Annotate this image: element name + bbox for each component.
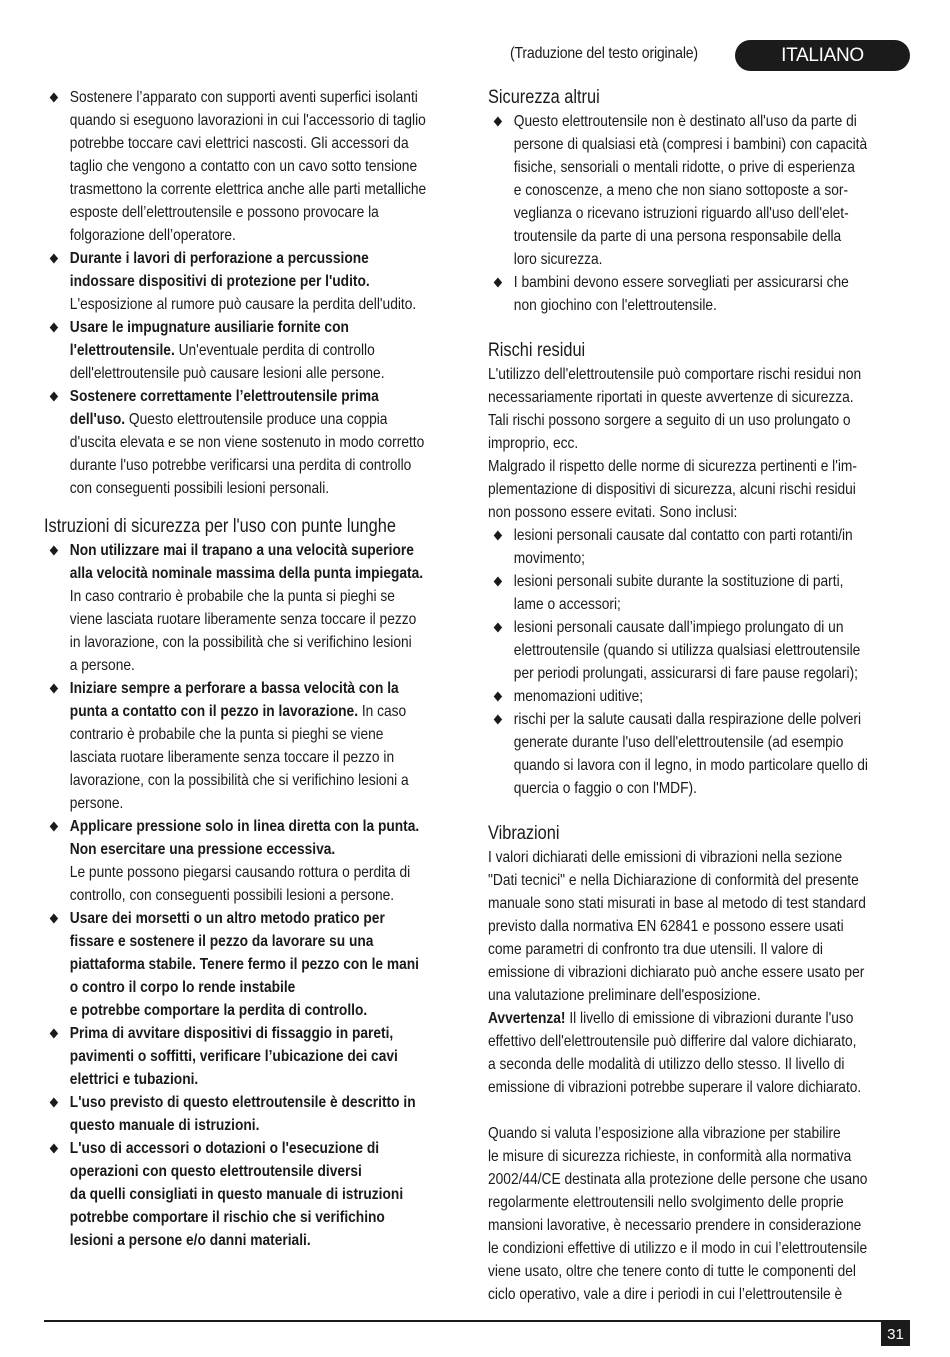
diamond-bullet-icon: [50, 546, 59, 556]
text-line: [70, 815, 474, 838]
bold-text: Durante i lavori di perforazione a percussione: [69, 250, 369, 267]
text-line: [70, 585, 474, 608]
text-line: [488, 386, 918, 409]
text-line: [488, 432, 918, 455]
language-badge: ITALIANO: [735, 40, 910, 71]
text-line: [70, 293, 474, 316]
text-segment: mansioni lavorative, è necessario prendere in considerazione: [488, 1217, 862, 1234]
text-line: [488, 1145, 918, 1168]
text-line: [70, 700, 474, 723]
text-segment: effettivo dell'elettroutensile può differire dal valore dichiarato,: [488, 1033, 857, 1050]
text-line: [70, 247, 474, 270]
text-line: [514, 570, 918, 593]
text-segment: plementazione di dispositivi di sicurezza, alcuni rischi residui: [488, 481, 856, 498]
text-line: [488, 869, 918, 892]
text-segment: lame o accessori;: [513, 596, 621, 613]
bullet-item: [44, 907, 474, 1022]
bold-text: dell'uso.: [69, 411, 126, 428]
bullet-item: [44, 1137, 474, 1252]
text-line: [488, 892, 918, 915]
text-segment: improprio, ecc.: [488, 435, 579, 452]
text-segment: d'uscita elevata e se non viene sostenuto in modo corretto: [69, 434, 425, 451]
text-segment: non possono essere evitati. Sono inclusi:: [488, 504, 738, 521]
text-line: [488, 1053, 918, 1076]
text-line: [70, 86, 474, 109]
text-segment: generate durante l'uso dell'elettroutensile (ad esempio: [513, 734, 844, 751]
text-line: [70, 362, 474, 385]
text-segment: quando si lavora con il legno, in modo particolare quello di: [513, 757, 868, 774]
text-line: [70, 109, 474, 132]
text-segment: e conoscenze, a meno che non siano sottoposte a sor-: [513, 182, 849, 199]
text-segment: lesioni personali subite durante la sostituzione di parti,: [513, 573, 844, 590]
section-title-rischi-residui: Rischi residui: [488, 340, 586, 361]
text-line: [514, 547, 918, 570]
text-line: [70, 1068, 474, 1091]
text-segment: con conseguenti possibili lesioni personali.: [69, 480, 330, 497]
text-line: [70, 976, 474, 999]
text-segment: quercia o faggio o con l'MDF).: [513, 780, 697, 797]
section-title-long-bits: Istruzioni di sicurezza per l'uso con punte lunghe: [44, 516, 396, 537]
diamond-bullet-icon: [50, 1144, 59, 1154]
text-segment: menomazioni uditive;: [513, 688, 644, 705]
bold-text: alla velocità nominale massima della punta impiegata.: [69, 565, 424, 582]
bullet-item: [488, 110, 918, 271]
bold-text: potrebbe comportare il rischio che si verifichino: [69, 1209, 385, 1226]
text-segment: previsto dalla normativa EN 62841 e possono essere usati: [488, 918, 844, 935]
text-line: [514, 202, 918, 225]
page-number: 31: [881, 1322, 910, 1346]
bold-text: Iniziare sempre a perforare a bassa velocità con la: [69, 680, 399, 697]
bold-text: elettrici e tubazioni.: [69, 1071, 199, 1088]
bold-text: L'uso di accessori o dotazioni o l'esecuzione di: [69, 1140, 380, 1157]
bullet-item: [488, 524, 918, 570]
text-segment: potrebbe toccare cavi elettrici nascosti. Gli accessori da: [69, 135, 409, 152]
text-line: [488, 1168, 918, 1191]
text-segment: trasmettono la corrente elettrica anche alle parti metalliche: [69, 181, 427, 198]
text-segment: le misure di sicurezza richieste, in conformità alla normativa: [488, 1148, 852, 1165]
text-line: [514, 777, 918, 800]
text-segment: quando si eseguono lavorazioni in cui l'accessorio di taglio: [69, 112, 426, 129]
text-segment: folgorazione dell’operatore.: [69, 227, 236, 244]
text-segment: "Dati tecnici" e nella Dichiarazione di conformità del presente: [488, 872, 859, 889]
text-line: [70, 454, 474, 477]
text-line: [514, 731, 918, 754]
text-segment: loro sicurezza.: [513, 251, 603, 268]
text-segment: dell'elettroutensile può causare lesioni alle persone.: [69, 365, 385, 382]
text-line: [514, 133, 918, 156]
text-segment: a persone.: [69, 657, 135, 674]
bullet-item: [488, 616, 918, 685]
text-line: [70, 723, 474, 746]
text-segment: durante l'uso potrebbe verificarsi una perdita di controllo: [69, 457, 412, 474]
diamond-bullet-icon: [50, 822, 59, 832]
text-line: [70, 431, 474, 454]
text-line: [514, 639, 918, 662]
text-segment: Le punte possono piegarsi causando rottura o perdita di: [69, 864, 411, 881]
diamond-bullet-icon: [494, 531, 503, 541]
text-line: [70, 155, 474, 178]
text-line: [70, 539, 474, 562]
text-line: [70, 562, 474, 585]
diamond-bullet-icon: [494, 715, 503, 725]
diamond-bullet-icon: [50, 914, 59, 924]
text-line: [488, 1283, 918, 1306]
text-segment: contrario è probabile che la punta si pieghi se viene: [69, 726, 384, 743]
text-line: [488, 455, 918, 478]
bullet-item: [44, 1022, 474, 1091]
text-segment: taglio che vengono a contatto con un cavo sotto tensione: [69, 158, 418, 175]
bold-text: Avvertenza!: [488, 1010, 566, 1027]
text-segment: manuale sono stati misurati in base al metodo di test standard: [488, 895, 866, 912]
text-line: [70, 838, 474, 861]
text-line: [70, 608, 474, 631]
text-line: [514, 685, 918, 708]
diamond-bullet-icon: [494, 117, 503, 127]
text-segment: controllo, con conseguenti possibili lesioni a persone.: [69, 887, 395, 904]
text-segment: persone di qualsiasi età (compresi i bambini) con capacità: [513, 136, 868, 153]
text-line: [514, 524, 918, 547]
text-segment: regolarmente elettroutensili nello svolgimento delle proprie: [488, 1194, 844, 1211]
text-segment: rischi per la salute causati dalla respirazione delle polveri: [513, 711, 862, 728]
section-title-vibrazioni: Vibrazioni: [488, 823, 560, 844]
text-segment: Un'eventuale perdita di controllo: [174, 342, 375, 359]
text-line: [70, 178, 474, 201]
text-segment: ciclo operativo, vale a dire i periodi in cui l’elettroutensile è: [488, 1286, 843, 1303]
diamond-bullet-icon: [494, 278, 503, 288]
diamond-bullet-icon: [50, 684, 59, 694]
text-segment: Il livello di emissione di vibrazioni durante l'uso: [565, 1010, 854, 1027]
text-line: [70, 631, 474, 654]
text-segment: elettroutensile (quando si utilizza qualsiasi elettroutensile: [513, 642, 861, 659]
text-segment: Malgrado il rispetto delle norme di sicurezza pertinenti e l'im-: [488, 458, 857, 475]
text-line: [488, 363, 918, 386]
text-line: [488, 1076, 918, 1099]
bold-text: e potrebbe comportare la perdita di controllo.: [69, 1002, 368, 1019]
text-line: [70, 884, 474, 907]
bold-text: fissare e sostenere il pezzo da lavorare su una: [69, 933, 374, 950]
bullet-item: [44, 86, 474, 247]
bullet-item: [44, 316, 474, 385]
text-segment: a seconda delle modalità di utilizzo dello stesso. Il livello di: [488, 1056, 845, 1073]
bullet-item: [44, 385, 474, 500]
text-segment: persone.: [69, 795, 124, 812]
text-segment: esposte dell’elettroutensile e possono provocare la: [69, 204, 379, 221]
text-line: [488, 1122, 918, 1145]
bullet-item: [488, 685, 918, 708]
text-segment: Questo elettroutensile non è destinato all'uso da parte di: [513, 113, 857, 130]
bold-text: Sostenere correttamente l’elettroutensile prima: [69, 388, 379, 405]
text-line: [70, 477, 474, 500]
bullet-item: [44, 677, 474, 815]
text-line: [514, 179, 918, 202]
text-line: [70, 1137, 474, 1160]
text-line: [488, 846, 918, 869]
bold-text: Non utilizzare mai il trapano a una velocità superiore: [69, 542, 414, 559]
sicurezza-bullets: [488, 110, 918, 317]
text-line: [70, 1183, 474, 1206]
text-line: [70, 999, 474, 1022]
text-line: [70, 1206, 474, 1229]
text-line: [514, 156, 918, 179]
page-header: [0, 40, 950, 72]
text-line: [70, 930, 474, 953]
text-line: [488, 961, 918, 984]
text-segment: lesioni personali causate dall’impiego prolungato di un: [513, 619, 844, 636]
bold-text: operazioni con questo elettroutensile diversi: [69, 1163, 362, 1180]
bold-text: Usare dei morsetti o un altro metodo pratico per: [69, 910, 385, 927]
text-segment: Tali rischi possono sorgere a seguito di un uso prolungato o: [488, 412, 851, 429]
bold-text: l'elettroutensile.: [69, 342, 175, 359]
text-segment: fisiche, sensoriali o mentali ridotte, o prive di esperienza: [513, 159, 855, 176]
text-segment: emissione di vibrazioni potrebbe superare il valore dichiarato.: [488, 1079, 862, 1096]
left-column: [44, 86, 474, 1252]
text-segment: I bambini devono essere sorvegliati per assicurarsi che: [513, 274, 849, 291]
section-title-sicurezza-altrui: Sicurezza altrui: [488, 87, 600, 108]
text-line: [70, 270, 474, 293]
text-line: [488, 1030, 918, 1053]
text-segment: veglianza o ricevano istruzioni riguardo all'uso dell'elet-: [513, 205, 849, 222]
bold-text: lesioni a persone e/o danni materiali.: [69, 1232, 311, 1249]
text-segment: emissione di vibrazioni dichiarato può anche essere usato per: [488, 964, 865, 981]
translation-note: (Traduzione del testo originale): [510, 45, 698, 62]
left-bullets-top: [44, 86, 474, 500]
text-segment: In caso: [358, 703, 407, 720]
bullet-item: [44, 1091, 474, 1137]
text-line: [70, 769, 474, 792]
text-line: [70, 385, 474, 408]
bold-text: piattaforma stabile. Tenere fermo il pezzo con le mani: [69, 956, 419, 973]
vibrazioni-paragraph-1: [488, 846, 918, 1099]
text-line: [70, 953, 474, 976]
text-line: [70, 1091, 474, 1114]
text-line: [488, 501, 918, 524]
bold-text: Non esercitare una pressione eccessiva.: [69, 841, 336, 858]
diamond-bullet-icon: [50, 1029, 59, 1039]
text-segment: movimento;: [513, 550, 585, 567]
text-segment: troutensile da parte di una persona responsabile della: [513, 228, 842, 245]
text-segment: L'utilizzo dell'elettroutensile può comportare rischi residui non: [488, 366, 862, 383]
bold-text: Prima di avvitare dispositivi di fissaggio in pareti,: [69, 1025, 394, 1042]
text-segment: necessariamente riportati in queste avvertenze di sicurezza.: [488, 389, 854, 406]
bold-text: L'uso previsto di questo elettroutensile è descritto in: [69, 1094, 416, 1111]
diamond-bullet-icon: [50, 254, 59, 264]
bullet-item: [488, 708, 918, 800]
left-bullets-bottom: [44, 539, 474, 1252]
bold-text: punta a contatto con il pezzo in lavorazione.: [69, 703, 359, 720]
text-line: [514, 616, 918, 639]
diamond-bullet-icon: [50, 93, 59, 103]
text-segment: 2002/44/CE destinata alla protezione delle persone che usano: [488, 1171, 868, 1188]
text-line: [70, 907, 474, 930]
text-line: [514, 754, 918, 777]
text-line: [488, 1214, 918, 1237]
vibrazioni-paragraph-2: [488, 1122, 918, 1306]
text-line: [70, 1114, 474, 1137]
bold-text: pavimenti o soffitti, verificare l’ubicazione dei cavi: [69, 1048, 398, 1065]
footer-rule: [44, 1320, 910, 1322]
text-segment: lasciata ruotare liberamente senza toccare il pezzo in: [69, 749, 395, 766]
text-line: [488, 984, 918, 1007]
bold-text: o contro il corpo lo rende instabile: [69, 979, 296, 996]
diamond-bullet-icon: [494, 623, 503, 633]
text-segment: viene lasciata ruotare liberamente senza toccare il pezzo: [69, 611, 417, 628]
text-line: [70, 224, 474, 247]
text-line: [514, 225, 918, 248]
text-line: [488, 409, 918, 432]
text-segment: lavorazione, con la possibilità che si verifichino lesioni a: [69, 772, 409, 789]
text-line: [488, 1237, 918, 1260]
text-segment: viene usato, oltre che tenere conto di tutte le componenti del: [488, 1263, 856, 1280]
text-line: [488, 915, 918, 938]
bullet-item: [488, 271, 918, 317]
text-line: [70, 677, 474, 700]
bullet-item: [44, 247, 474, 316]
bold-text: questo manuale di istruzioni.: [69, 1117, 260, 1134]
text-line: [488, 1191, 918, 1214]
text-line: [70, 861, 474, 884]
text-line: [488, 1260, 918, 1283]
text-line: [70, 1045, 474, 1068]
bold-text: indossare dispositivi di protezione per l'udito.: [69, 273, 370, 290]
text-line: [70, 792, 474, 815]
bold-text: Usare le impugnature ausiliarie fornite con: [69, 319, 349, 336]
text-line: [70, 746, 474, 769]
text-segment: Sostenere l’apparato con supporti aventi superfici isolanti: [69, 89, 418, 106]
diamond-bullet-icon: [50, 392, 59, 402]
bullet-item: [488, 570, 918, 616]
text-segment: In caso contrario è probabile che la punta si pieghi se: [69, 588, 395, 605]
text-line: [70, 408, 474, 431]
rischi-bullets: [488, 524, 918, 800]
text-line: [488, 1007, 918, 1030]
text-line: [514, 593, 918, 616]
text-segment: L'esposizione al rumore può causare la perdita dell'udito.: [69, 296, 417, 313]
bold-text: Applicare pressione solo in linea diretta con la punta.: [69, 818, 420, 835]
text-line: [514, 271, 918, 294]
text-line: [70, 654, 474, 677]
text-segment: I valori dichiarati delle emissioni di vibrazioni nella sezione: [488, 849, 843, 866]
text-segment: una valutazione preliminare dell'esposizione.: [488, 987, 761, 1004]
text-segment: per periodi prolungati, assicurarsi di fare pause regolari);: [513, 665, 858, 682]
text-line: [70, 316, 474, 339]
text-segment: in lavorazione, con la possibilità che si verifichino lesioni: [69, 634, 412, 651]
text-line: [514, 708, 918, 731]
diamond-bullet-icon: [50, 323, 59, 333]
diamond-bullet-icon: [494, 577, 503, 587]
text-segment: non giochino con l'elettroutensile.: [513, 297, 717, 314]
text-segment: lesioni personali causate dal contatto con parti rotanti/in: [513, 527, 853, 544]
text-line: [70, 1160, 474, 1183]
text-line: [70, 1022, 474, 1045]
text-line: [70, 339, 474, 362]
text-line: [70, 132, 474, 155]
text-line: [514, 110, 918, 133]
bullet-item: [44, 815, 474, 907]
text-segment: Questo elettroutensile produce una coppia: [125, 411, 388, 428]
bold-text: da quelli consigliati in questo manuale di istruzioni: [69, 1186, 404, 1203]
bullet-item: [44, 539, 474, 677]
rischi-paragraph: [488, 363, 918, 524]
text-segment: come parametri di confronto tra due utensili. Il valore di: [488, 941, 823, 958]
text-segment: Quando si valuta l’esposizione alla vibrazione per stabilire: [488, 1125, 841, 1142]
text-line: [488, 938, 918, 961]
text-line: [488, 478, 918, 501]
text-line: [514, 662, 918, 685]
diamond-bullet-icon: [50, 1098, 59, 1108]
diamond-bullet-icon: [494, 692, 503, 702]
text-line: [70, 1229, 474, 1252]
text-line: [70, 201, 474, 224]
right-column: [488, 86, 918, 1306]
text-line: [514, 248, 918, 271]
text-segment: le condizioni effettive di utilizzo e il modo in cui l’elettroutensile: [488, 1240, 868, 1257]
text-line: [514, 294, 918, 317]
